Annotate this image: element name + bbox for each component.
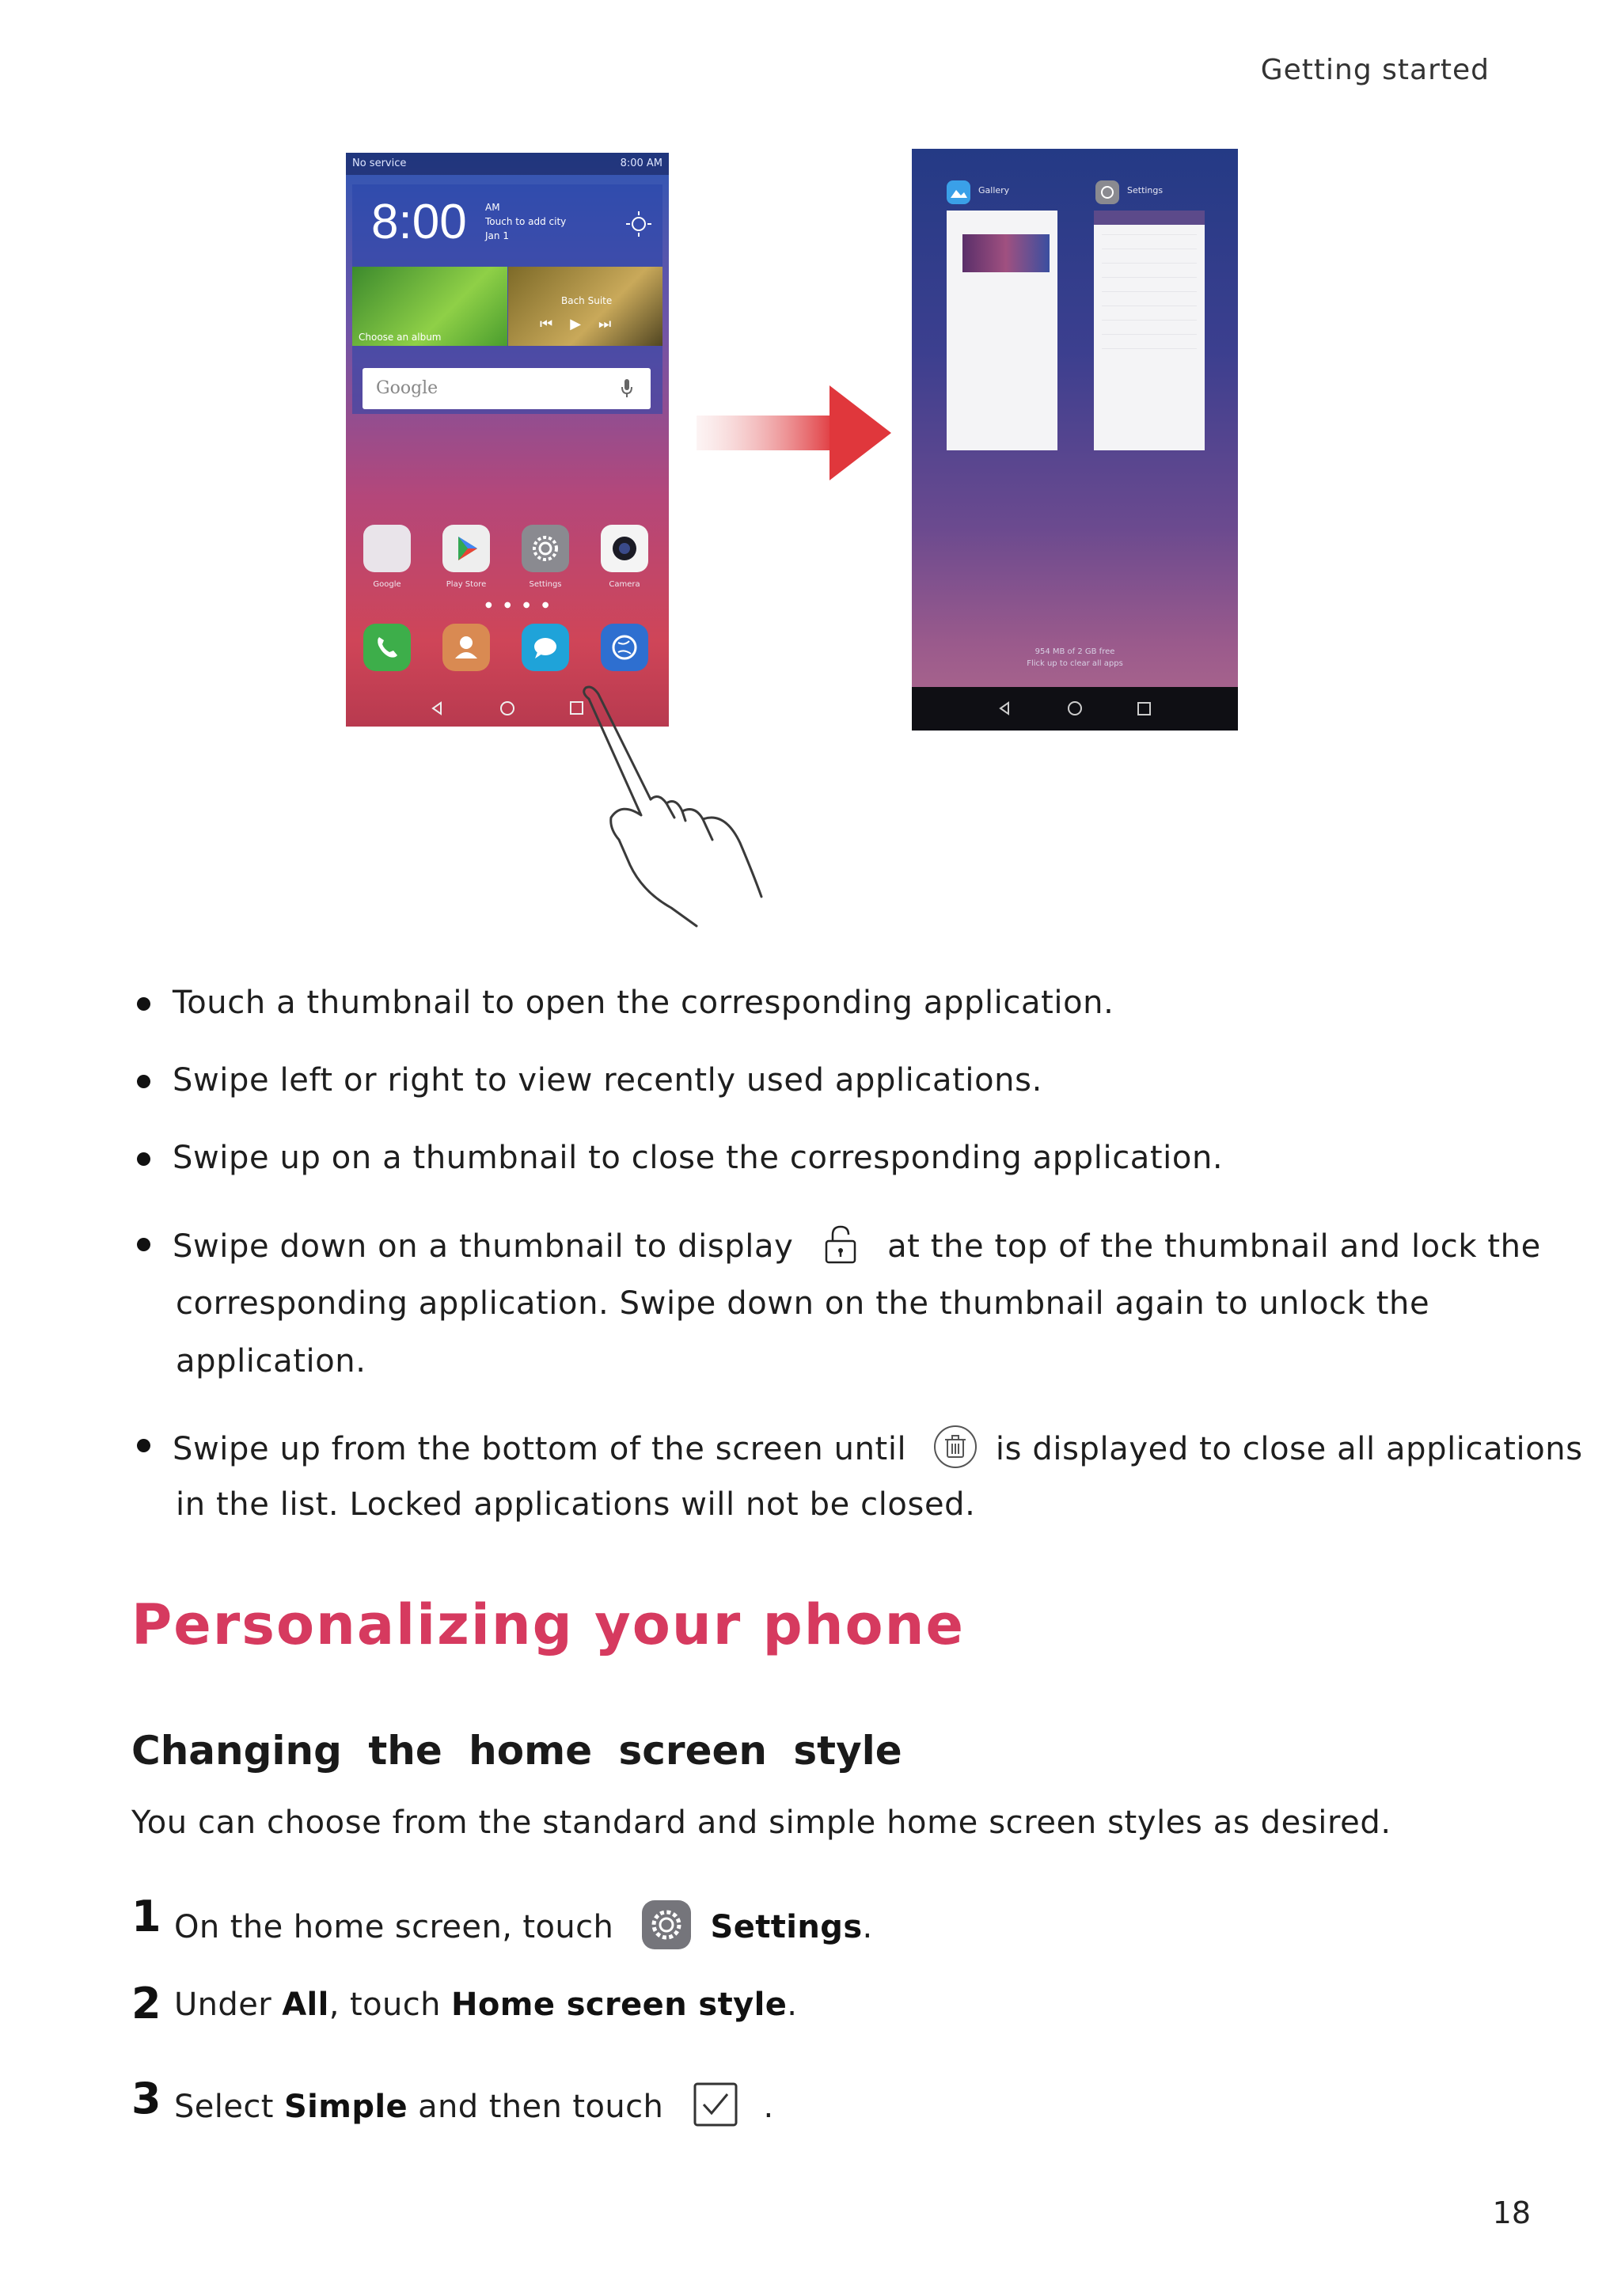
bullet-text-lead: Swipe down on a thumbnail to display	[173, 1228, 794, 1265]
bullet-continuation: application.	[176, 1343, 366, 1379]
phone-dock-icon	[363, 624, 411, 671]
messaging-dock-icon	[522, 624, 569, 671]
settings-thumbnail-list	[1102, 234, 1197, 361]
step-text-mid: and then touch	[418, 2089, 664, 2125]
bullet-line	[173, 1224, 1541, 1273]
step-number: 3	[131, 2074, 161, 2123]
settings-thumbnail	[1094, 211, 1205, 450]
clock-ampm: AM	[485, 202, 500, 213]
page-number: 18	[1492, 2195, 1531, 2230]
bullet-continuation: corresponding application. Swipe down on the thumbnail again to unlock the	[176, 1285, 1430, 1322]
album-caption: Choose an album	[359, 332, 442, 343]
browser-dock-icon	[601, 624, 648, 671]
search-logo: Google	[376, 378, 438, 398]
clock-city-caption: Touch to add city	[485, 216, 567, 227]
navigation-bar-dark	[912, 687, 1238, 731]
clock-date: Jan 1	[485, 230, 509, 241]
settings-thumb-icon	[1095, 180, 1119, 207]
step-text-lead: On the home screen, touch	[174, 1909, 614, 1945]
transition-arrow-icon	[697, 385, 894, 484]
thumb-left-title: Gallery	[978, 185, 1010, 195]
running-header: Getting started	[1260, 54, 1490, 86]
music-controls-icon: ⏮▶⏭	[540, 316, 629, 332]
step-text	[174, 1987, 797, 2023]
step-text-end: .	[763, 2089, 774, 2125]
bullet-marker	[137, 1152, 150, 1166]
trash-icon	[933, 1425, 978, 1477]
bullet-marker	[137, 997, 150, 1011]
step-bold-term: Settings	[710, 1909, 863, 1945]
step-text-lead: Under	[174, 1987, 272, 2023]
memory-info: 954 MB of 2 GB free	[1034, 647, 1115, 656]
app-label-google: Google	[373, 580, 401, 589]
bullet-text: Swipe left or right to view recently used applications.	[173, 1062, 1042, 1099]
contacts-dock-icon	[442, 624, 490, 671]
page-indicator: ● ● ● ●	[485, 601, 554, 609]
app-label-camera: Camera	[609, 580, 640, 589]
camera-app-icon	[601, 525, 648, 572]
settings-app-icon	[522, 525, 569, 572]
lock-icon	[823, 1224, 858, 1273]
section-title: Personalizing your phone	[131, 1592, 965, 1657]
step-text-mid: , touch	[328, 1987, 441, 2023]
status-time: 8:00 AM	[620, 157, 662, 169]
settings-gear-icon	[641, 1899, 692, 1958]
status-bar	[346, 153, 669, 175]
app-label-play-store: Play Store	[446, 580, 487, 589]
recent-apps-phone	[912, 149, 1238, 731]
bullet-marker	[137, 1439, 150, 1452]
clock-time: 8:00	[371, 195, 467, 249]
hand-gesture-icon	[578, 685, 807, 957]
bullet-text-tail: is displayed to close all applications	[995, 1431, 1583, 1467]
settings-thumbnail-header	[1094, 211, 1205, 225]
step-bold-term: Home screen style	[451, 1987, 788, 2023]
bullet-line	[173, 1425, 1583, 1477]
bullet-text-lead: Swipe up from the bottom of the screen until	[173, 1431, 907, 1467]
gallery-thumbnail-photos	[962, 234, 1050, 272]
step-text-end: .	[862, 1909, 873, 1945]
music-widget	[508, 267, 662, 346]
checkmark-icon	[693, 2082, 738, 2135]
step-text-lead: Select	[174, 2089, 274, 2125]
intro-paragraph: You can choose from the standard and simple home screen styles as desired.	[131, 1805, 1391, 1841]
step-text	[174, 1899, 873, 1958]
bullet-text: Touch a thumbnail to open the corresponding application.	[173, 985, 1114, 1021]
bullet-continuation: in the list. Locked applications will not be closed.	[176, 1486, 976, 1523]
step-number: 1	[131, 1892, 161, 1941]
bullet-text: Swipe up on a thumbnail to close the corresponding application.	[173, 1140, 1224, 1176]
home-screen-phone	[346, 153, 669, 727]
microphone-icon	[620, 378, 634, 403]
thumb-right-title: Settings	[1127, 185, 1164, 195]
bullet-marker	[137, 1075, 150, 1088]
bullet-marker	[137, 1238, 150, 1251]
gallery-thumbnail	[947, 211, 1057, 450]
step-number: 2	[131, 1979, 161, 2028]
bullet-text-tail: at the top of the thumbnail and lock the	[887, 1228, 1541, 1265]
music-title: Bach Suite	[561, 295, 613, 306]
status-carrier: No service	[352, 157, 407, 169]
step-text	[174, 2082, 774, 2135]
google-folder-icon	[363, 525, 411, 572]
weather-sun-icon	[624, 210, 653, 241]
clear-apps-hint: Flick up to clear all apps	[1027, 659, 1123, 668]
subsection-title: Changing the home screen style	[131, 1728, 902, 1774]
step-text-end: .	[787, 1987, 798, 2023]
play-store-icon	[442, 525, 490, 572]
app-label-settings: Settings	[529, 580, 562, 589]
step-bold-term: Simple	[283, 2089, 408, 2125]
step-bold-term: All	[282, 1987, 329, 2023]
gallery-app-icon	[947, 180, 970, 207]
